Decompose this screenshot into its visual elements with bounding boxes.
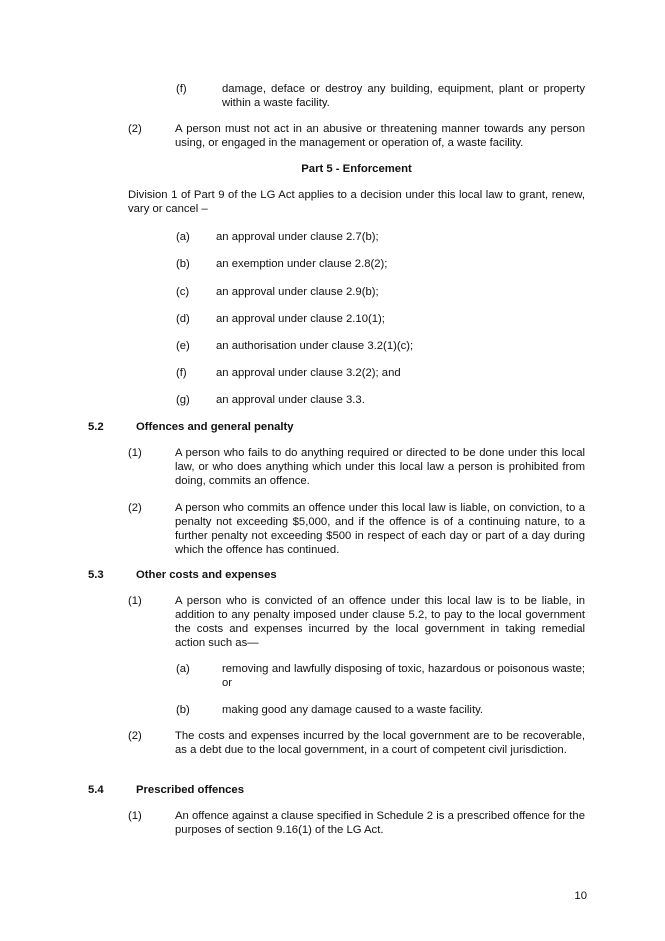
item-label: (f) bbox=[176, 83, 187, 95]
page-number: 10 bbox=[574, 890, 587, 902]
list-item-text: an authorisation under clause 3.2(1)(c); bbox=[216, 340, 414, 352]
section-title: Prescribed offences bbox=[136, 784, 244, 796]
list-item-text: an approval under clause 2.10(1); bbox=[216, 313, 385, 325]
list-item-label: (b) bbox=[176, 258, 190, 270]
list-item-text: an exemption under clause 2.8(2); bbox=[216, 258, 388, 270]
section-title: Offences and general penalty bbox=[136, 421, 294, 433]
subitem-text: removing and lawfully disposing of toxic, hazardous or poisonous waste; or bbox=[222, 663, 585, 689]
list-item-text: an approval under clause 3.2(2); and bbox=[216, 367, 401, 379]
item-text: The costs and expenses incurred by the local government are to be recoverable, as a debt due to the local government, in a court of competent civil jurisdiction. bbox=[175, 730, 585, 756]
item-text: A person must not act in an abusive or threatening manner towards any person using, or engaged in the management or operation of, a waste facility. bbox=[175, 123, 585, 149]
list-item-text: an approval under clause 3.3. bbox=[216, 394, 365, 406]
item-text: A person who is convicted of an offence under this local law is to be liable, in addition to any penalty imposed under clause 5.2, to pay to the local government the costs and expenses incurred by the local government in taking remedial action such as— bbox=[175, 595, 585, 649]
item-text: An offence against a clause specified in Schedule 2 is a prescribed offence for the purposes of section 9.16(1) of the LG Act. bbox=[175, 810, 585, 836]
item-text: damage, deface or destroy any building, equipment, plant or property within a waste facility. bbox=[222, 83, 585, 109]
list-item-label: (e) bbox=[176, 340, 190, 352]
list-item-label: (d) bbox=[176, 313, 190, 325]
item-label: (1) bbox=[128, 447, 142, 459]
item-label: (2) bbox=[128, 502, 142, 514]
subitem-label: (b) bbox=[176, 704, 190, 716]
section-number: 5.3 bbox=[88, 569, 104, 581]
item-label: (2) bbox=[128, 730, 142, 742]
item-label: (2) bbox=[128, 123, 142, 135]
subitem-text: making good any damage caused to a waste facility. bbox=[222, 704, 484, 716]
item-text: A person who commits an offence under this local law is liable, on conviction, to a penalty not exceeding $5,000, and if the offence is of a continuing nature, to a further penalty not exceeding $500 in respect of each day or part of a day during which the offence has continued. bbox=[175, 502, 585, 556]
section-title: Other costs and expenses bbox=[136, 569, 277, 581]
item-label: (1) bbox=[128, 810, 142, 822]
item-text: A person who fails to do anything required or directed to be done under this local law, or who does anything which under this local law a person is prohibited from doing, commits an offence. bbox=[175, 447, 585, 487]
section-number: 5.2 bbox=[88, 421, 104, 433]
list-item-label: (a) bbox=[176, 231, 190, 243]
item-label: (1) bbox=[128, 595, 142, 607]
list-item-label: (g) bbox=[176, 394, 190, 406]
division-intro: Division 1 of Part 9 of the LG Act applies to a decision under this local law to grant, renew, vary or cancel – bbox=[128, 189, 585, 215]
subitem-label: (a) bbox=[176, 663, 190, 675]
part-heading: Part 5 - Enforcement bbox=[301, 163, 412, 175]
list-item-text: an approval under clause 2.7(b); bbox=[216, 231, 379, 243]
list-item-text: an approval under clause 2.9(b); bbox=[216, 286, 379, 298]
list-item-label: (f) bbox=[176, 367, 187, 379]
section-number: 5.4 bbox=[88, 784, 104, 796]
list-item-label: (c) bbox=[176, 286, 190, 298]
